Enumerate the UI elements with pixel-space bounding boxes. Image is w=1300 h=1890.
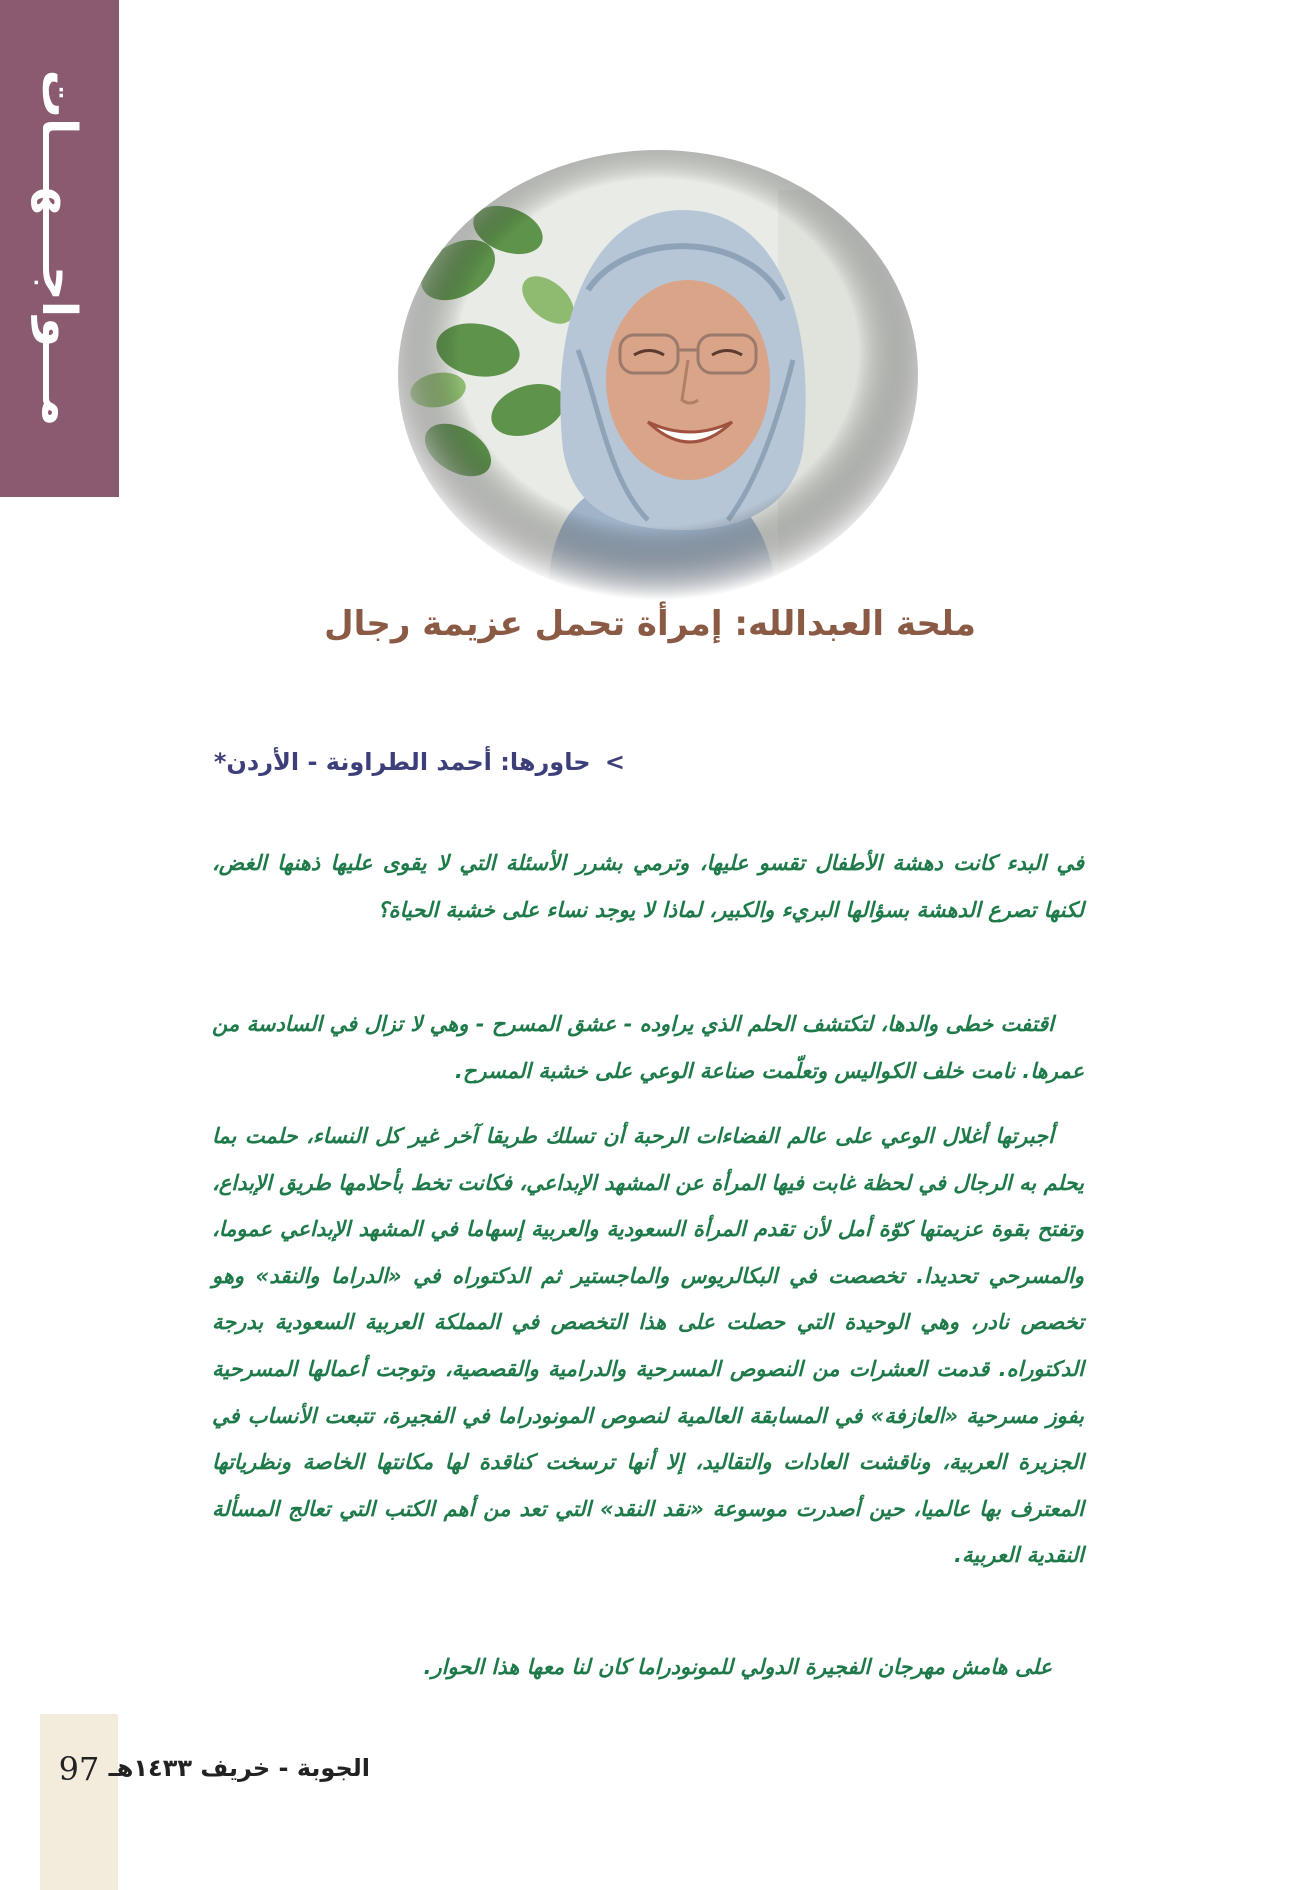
page-number: 97: [58, 1750, 100, 1788]
intro-paragraph-3: أجبرتها أغلال الوعي على عالم الفضاءات الرحبة أن تسلك طريقا آخر غير كل النساء، حلمت بما يحلم به الرجال في لحظة غابت فيها المرأة عن المشهد الإبداعي، فكانت تخط بأحلامها طريق الإبداع، وتفتح بقوة عزيمتها كوّة أمل لأن تقدم المرأة السعودية والعربية إسهاما في المشهد الإبداعي عموما، والمسرحي تحديدا. تخصصت في البكالريوس والماجستير ثم الدكتوراه في «الدراما والنقد» وهو تخصص نادر، وهي الوحيدة التي حصلت على هذا التخصص في المملكة العربية السعودية بدرجة الدكتوراه. قدمت العشرات من النصوص المسرحية والدرامية والقصصية، وتوجت أعمالها المسرحية بفوز مسرحية «العازفة» في المسابقة العالمية لنصوص المونودراما في الفجيرة، تتبعت الأنساب في الجزيرة العربية، وناقشت العادات والتقاليد، إلا أنها ترسخت كناقدة لها مكانتها الخاصة ونظرياتها المعترف بها عالميا، حين أصدرت موسوعة «نقد النقد» التي تعد من أهم الكتب التي تعالج المسألة النقدية العربية.: [212, 1124, 1084, 1568]
portrait-photo: [398, 150, 918, 600]
footer-publication: الجوبة - خريف ١٤٣٣هـ: [108, 1754, 370, 1782]
intro-paragraph-2: اقتفت خطى والدها، لتكتشف الحلم الذي يراوده - عشق المسرح - وهي لا تزال في السادسة من عمرها. نامت خلف الكواليس وتعلّمت صناعة الوعي على خشبة المسرح.: [212, 1012, 1084, 1083]
portrait-illustration: [398, 150, 918, 600]
footer-page-box: [40, 1714, 118, 1890]
section-side-tab: [0, 0, 119, 497]
byline-marker: >: [604, 748, 625, 776]
byline: [214, 748, 625, 776]
article-title: ملحة العبدالله: إمرأة تحمل عزيمة رجال: [324, 604, 976, 644]
intro-paragraph-1: في البدء كانت دهشة الأطفال تقسو عليها، وترمي بشرر الأسئلة التي لا يقوى عليها ذهنها الغض، لكنها تصرع الدهشة بسؤالها البريء والكبير، لماذا لا يوجد نساء على خشبة الحياة؟: [212, 851, 1084, 922]
section-label: مـــواجـــهـــات: [31, 69, 87, 427]
byline-text: حاورها: أحمد الطراونة - الأردن*: [213, 748, 591, 776]
intro-paragraph-4: على هامش مهرجان الفجيرة الدولي للمونودراما كان لنا معها هذا الحوار.: [423, 1655, 1052, 1679]
